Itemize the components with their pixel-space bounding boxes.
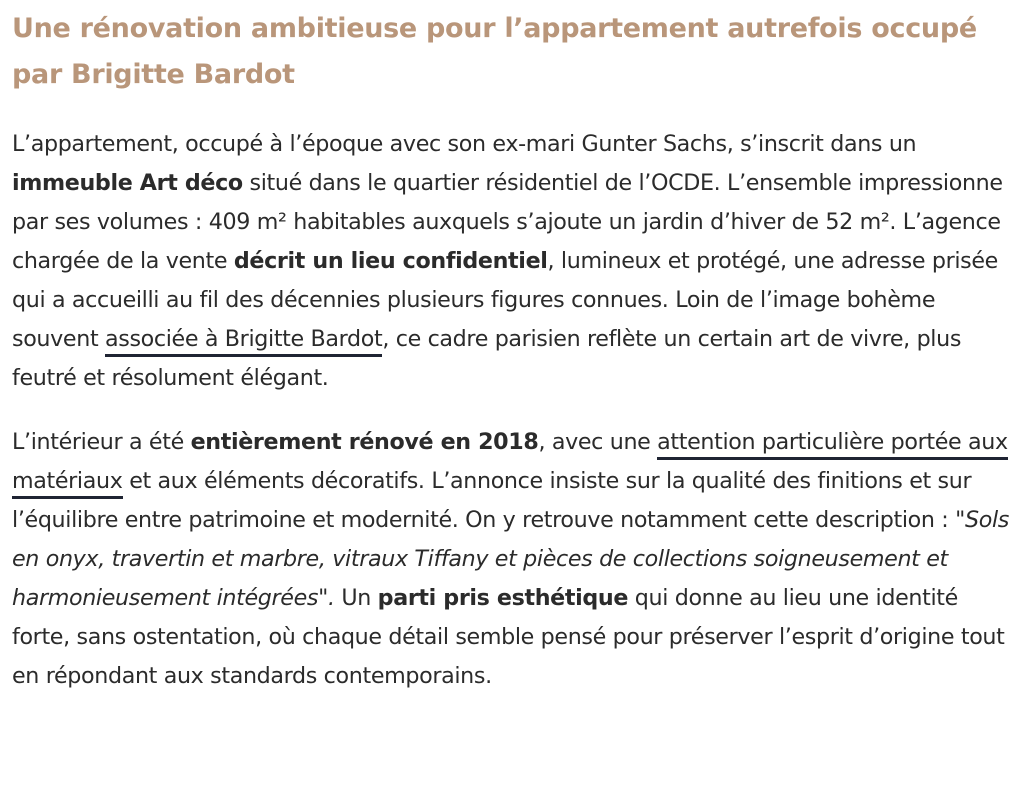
text-run: L’intérieur a été: [12, 429, 191, 455]
quote-text: "Sols en onyx, travertin et marbre, vitraux Tiffany et pièces de collections soigneusement et harmonieusement intégrées".: [12, 507, 1009, 611]
link-materiaux[interactable]: attention particulière portée aux matériaux: [12, 429, 1008, 499]
text-run: , avec une: [538, 429, 658, 455]
paragraph-1: [12, 125, 1010, 398]
text-run: et aux éléments décoratifs. L’annonce insiste sur la qualité des finitions et sur l’équilibre entre patrimoine et modernité. On y retrouve notamment cette description :: [12, 468, 972, 533]
bold-text-parti-pris: parti pris esthétique: [377, 585, 629, 611]
text-run: L’appartement, occupé à l’époque avec son ex-mari Gunter Sachs, s’inscrit dans un: [12, 131, 917, 157]
bold-text-immeuble: immeuble Art déco: [12, 170, 243, 196]
text-run: Un: [334, 585, 378, 611]
text-run: qui donne au lieu une identité forte, sans ostentation, où chaque détail semble pensé pour préserver l’esprit d’origine tout en répondant aux standards contemporains.: [12, 585, 1005, 689]
text-run: situé dans le quartier résidentiel de l’OCDE. L’ensemble impressionne par ses volumes : 409 m² habitables auxquels s’ajoute un jardin d’hiver de 52 m². L’agence chargée de la vente: [12, 170, 1003, 274]
section-heading: Une rénovation ambitieuse pour l’appartement autrefois occupé par Brigitte Bardot: [12, 13, 977, 90]
paragraph-2: [12, 423, 1010, 696]
link-bardot[interactable]: associée à Brigitte Bardot: [105, 326, 382, 357]
bold-text-renove: entièrement rénové en 2018: [190, 429, 539, 455]
bold-text-lieu: décrit un lieu confidentiel: [233, 248, 548, 274]
text-run: , lumineux et protégé, une adresse prisée qui a accueilli au fil des décennies plusieurs figures connues. Loin de l’image bohème souvent: [12, 248, 998, 352]
text-run: , ce cadre parisien reflète un certain art de vivre, plus feutré et résolument élégant.: [12, 326, 962, 391]
